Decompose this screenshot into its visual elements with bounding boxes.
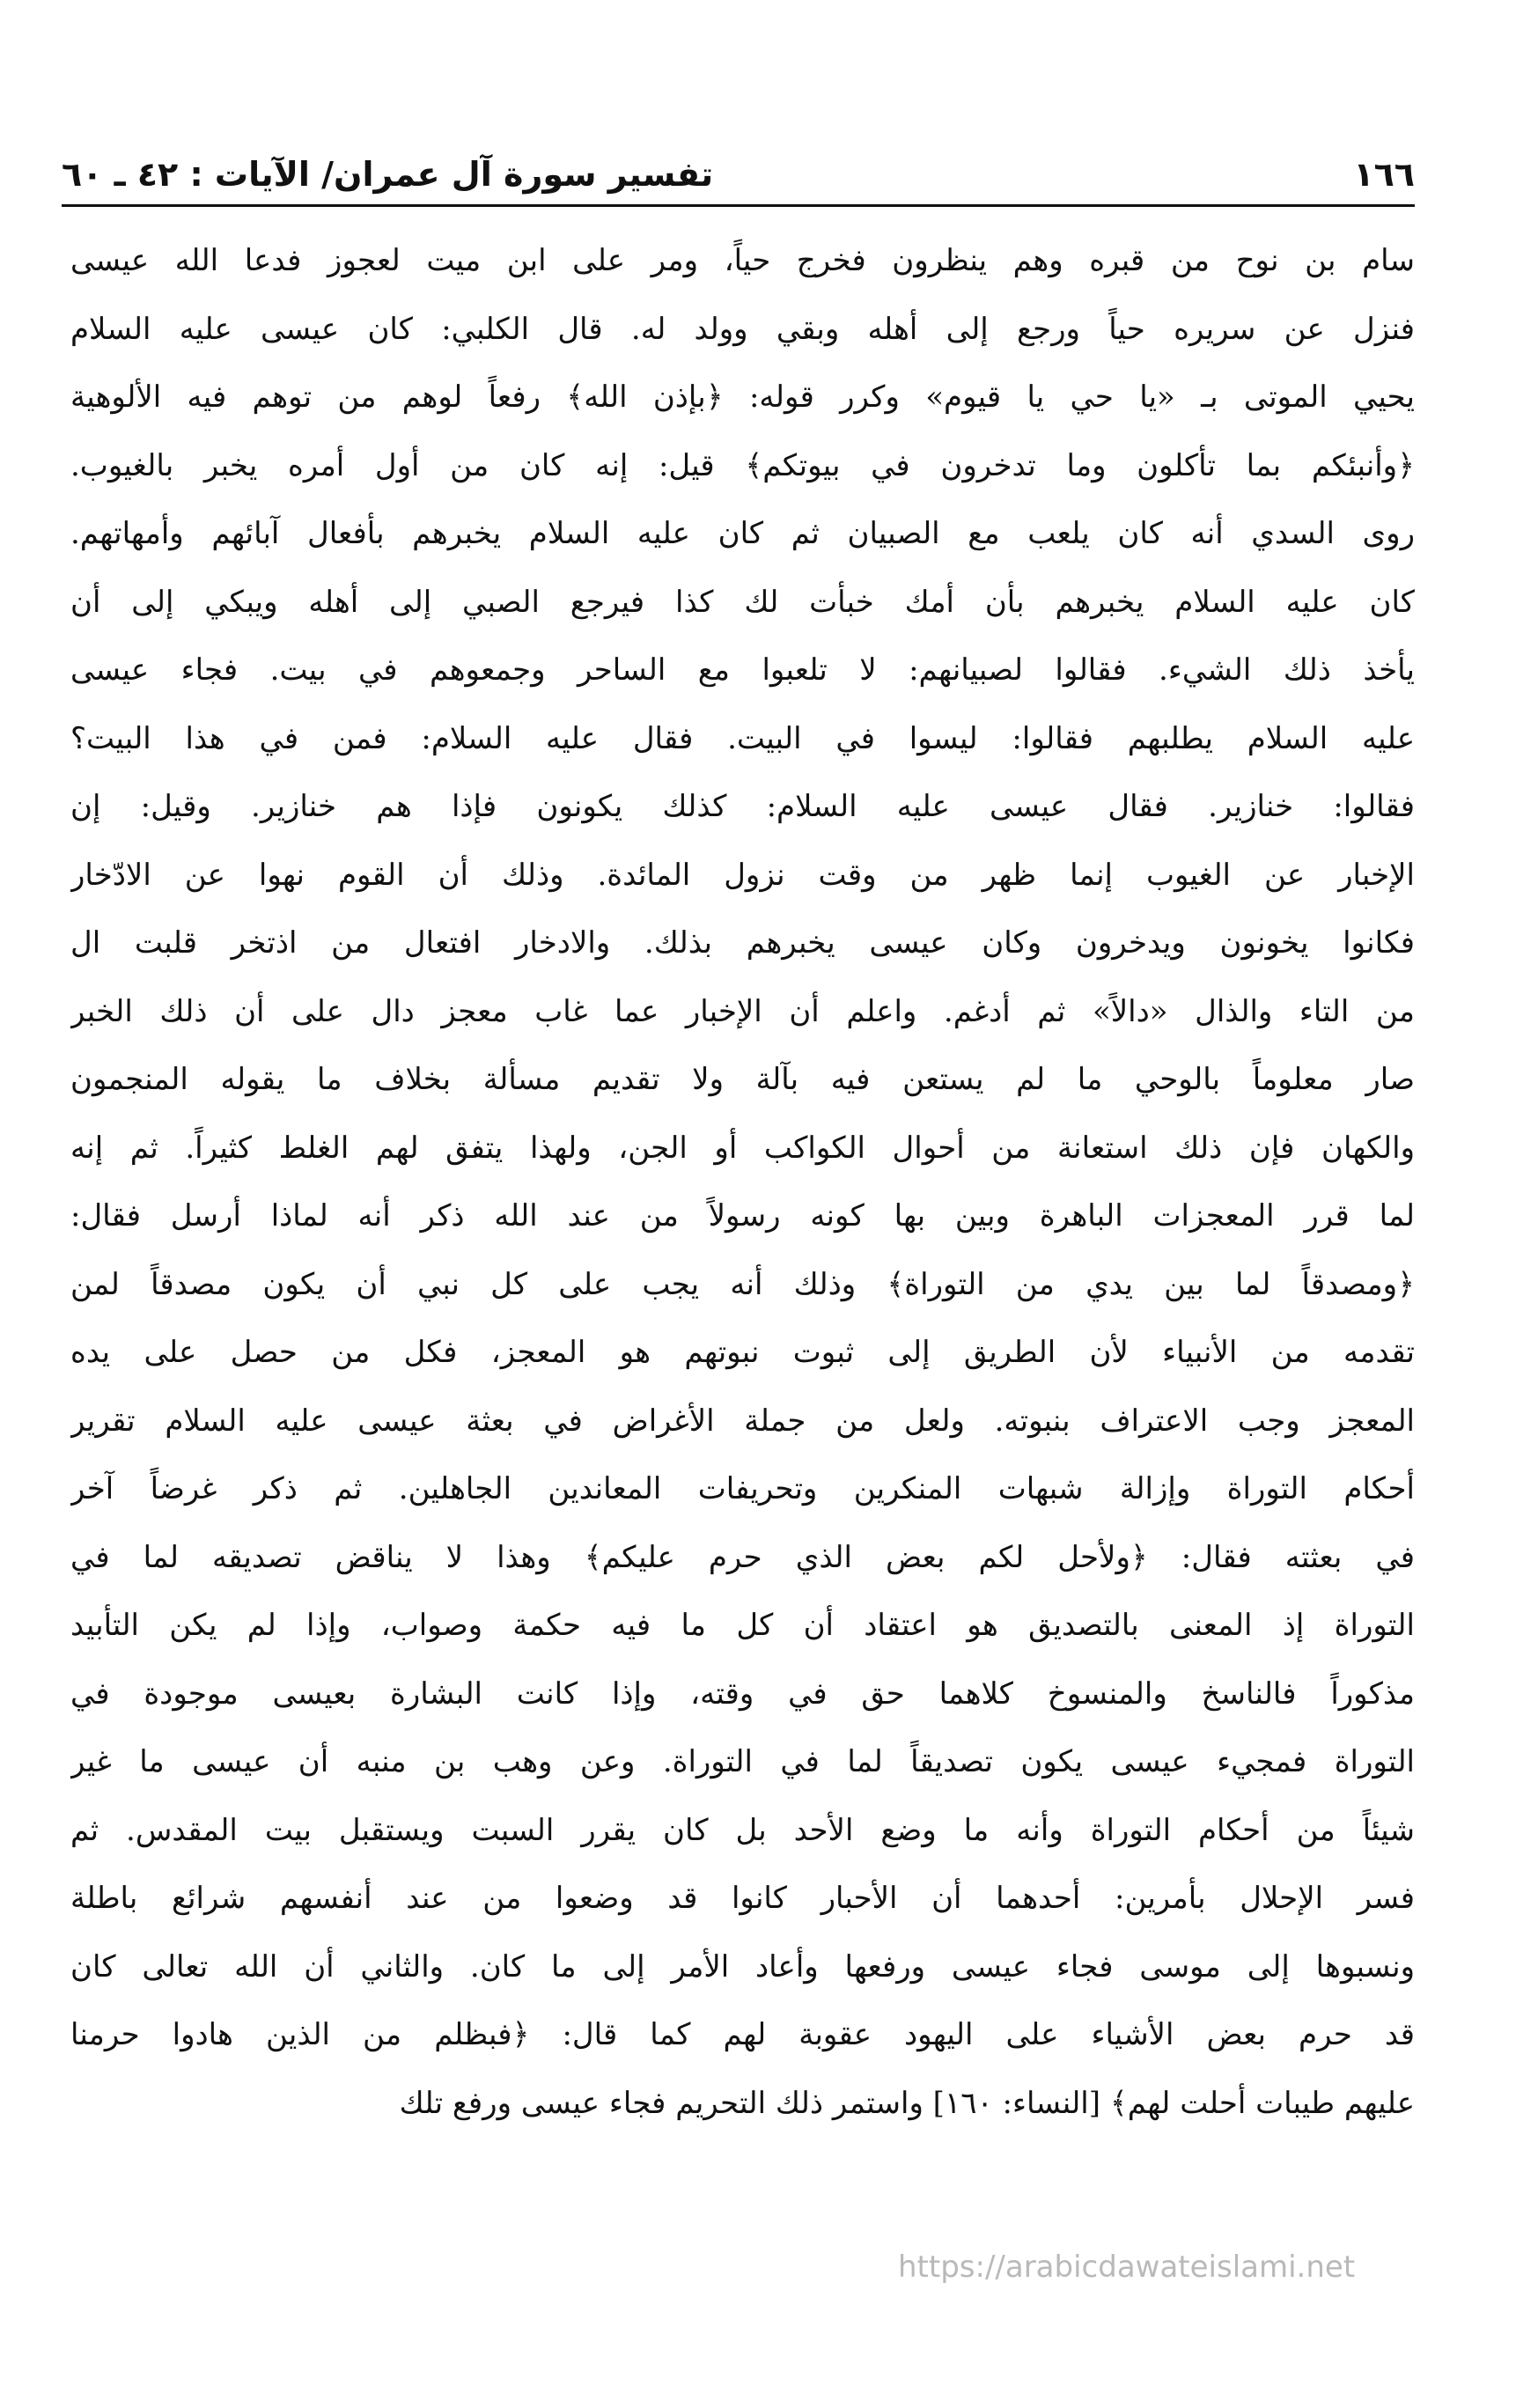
text-line: فقالوا: خنازير. فقال عيسى عليه السلام: كذلك يكونون فإذا هم خنازير. وقيل: إن: [70, 789, 1415, 824]
page-header: [62, 132, 1415, 194]
header-rule: [62, 204, 1415, 207]
text-line: لما قرر المعجزات الباهرة وبين بها كونه رسولاً من عند الله ذكر أنه لماذا أرسل فقال:: [70, 1198, 1415, 1233]
text-line: قد حرم بعض الأشياء على اليهود عقوبة لهم كما قال: ﴿فبظلم من الذين هادوا حرمنا: [70, 2017, 1415, 2052]
text-line: ﴿وأنبئكم بما تأكلون وما تدخرون في بيوتكم﴾ قيل: إنه كان من أول أمره يخبر بالغيوب.: [70, 447, 1415, 483]
text-line: ﴿ومصدقاً لما بين يدي من التوراة﴾ وذلك أنه يجب على كل نبي أن يكون مصدقاً لمن: [70, 1266, 1415, 1302]
text-line: أحكام التوراة وإزالة شبهات المنكرين وتحريفات المعاندين الجاهلين. ثم ذكر غرضاً آخر: [70, 1471, 1415, 1506]
running-title: تفسير سورة آل عمران/ الآيات : ٤٢ ـ ٦٠: [62, 155, 714, 194]
text-line: تقدمه من الأنبياء لأن الطريق إلى ثبوت نبوتهم هو المعجز، فكل من حصل على يده: [70, 1335, 1415, 1370]
text-line: التوراة إذ المعنى بالتصديق هو اعتقاد أن كل ما فيه حكمة وصواب، وإذا لم يكن التأبيد: [70, 1608, 1415, 1643]
watermark-url: https://arabicdawateislami.net: [898, 2250, 1356, 2285]
text-line: التوراة فمجيء عيسى يكون تصديقاً لما في التوراة. وعن وهب بن منبه أن عيسى ما غير: [70, 1744, 1415, 1779]
text-line: روى السدي أنه كان يلعب مع الصبيان ثم كان عليه السلام يخبرهم بأفعال آبائهم وأمهاتهم.: [70, 516, 1415, 551]
text-line: سام بن نوح من قبره وهم ينظرون فخرج حياً، ومر على ابن ميت لعجوز فدعا الله عيسى: [70, 243, 1415, 278]
text-line: ونسبوها إلى موسى فجاء عيسى ورفعها وأعاد الأمر إلى ما كان. والثاني أن الله تعالى كان: [70, 1948, 1415, 1985]
text-line: والكهان فإن ذلك استعانة من أحوال الكواكب أو الجن، ولهذا يتفق لهم الغلط كثيراً. ثم إنه: [70, 1130, 1415, 1166]
text-line: يحيي الموتى بـ «يا حي يا قيوم» وكرر قوله: ﴿بإذن الله﴾ رفعاً لوهم من توهم فيه الألوهية: [70, 379, 1415, 415]
text-line: في بعثته فقال: ﴿ولأحل لكم بعض الذي حرم عليكم﴾ وهذا لا يناقض تصديقه لما في: [70, 1539, 1415, 1575]
text-line: المعجز وجب الاعتراف بنبوته. ولعل من جملة الأغراض في بعثة عيسى عليه السلام تقرير: [70, 1403, 1415, 1439]
text-line: مذكوراً فالناسخ والمنسوخ كلاهما حق في وقته، وإذا كانت البشارة بعيسى موجودة في: [70, 1675, 1415, 1712]
text-line: شيئاً من أحكام التوراة وأنه ما وضع الأحد بل كان يقرر السبت ويستقبل بيت المقدس. ثم: [70, 1812, 1415, 1848]
body-text: [70, 227, 1415, 2138]
text-line: يأخذ ذلك الشيء. فقالوا لصبيانهم: لا تلعبوا مع الساحر وجمعوهم في بيت. فجاء عيسى: [70, 652, 1415, 688]
text-line: كان عليه السلام يخبرهم بأن أمك خبأت لك كذا فيرجع الصبي إلى أهله ويبكي إلى أن: [70, 584, 1415, 620]
page-number: ١٦٦: [1353, 155, 1415, 194]
text-line: فكانوا يخونون ويدخرون وكان عيسى يخبرهم بذلك. والادخار افتعال من اذتخر قلبت ال: [70, 925, 1415, 961]
text-line: عليهم طيبات أحلت لهم﴾ [النساء: ١٦٠] واستمر ذلك التحريم فجاء عيسى ورفع تلك: [399, 2085, 1415, 2121]
text-line: عليه السلام يطلبهم فقالوا: ليسوا في البيت. فقال عليه السلام: فمن في هذا البيت؟: [70, 720, 1415, 756]
text-line: فنزل عن سريره حياً ورجع إلى أهله وبقي وولد له. قال الكلبي: كان عيسى عليه السلام: [70, 311, 1415, 347]
text-line: الإخبار عن الغيوب إنما ظهر من وقت نزول المائدة. وذلك أن القوم نهوا عن الادّخار: [70, 857, 1415, 893]
text-line: من التاء والذال «دالاً» ثم أدغم. واعلم أن الإخبار عما غاب معجز دال على أن ذلك الخبر: [70, 993, 1415, 1029]
text-line: صار معلوماً بالوحي ما لم يستعن فيه بآلة ولا تقديم مسألة بخلاف ما يقوله المنجمون: [70, 1062, 1415, 1097]
text-line: فسر الإحلال بأمرين: أحدهما أن الأحبار كانوا قد وضعوا من عند أنفسهم شرائع باطلة: [70, 1881, 1415, 1916]
